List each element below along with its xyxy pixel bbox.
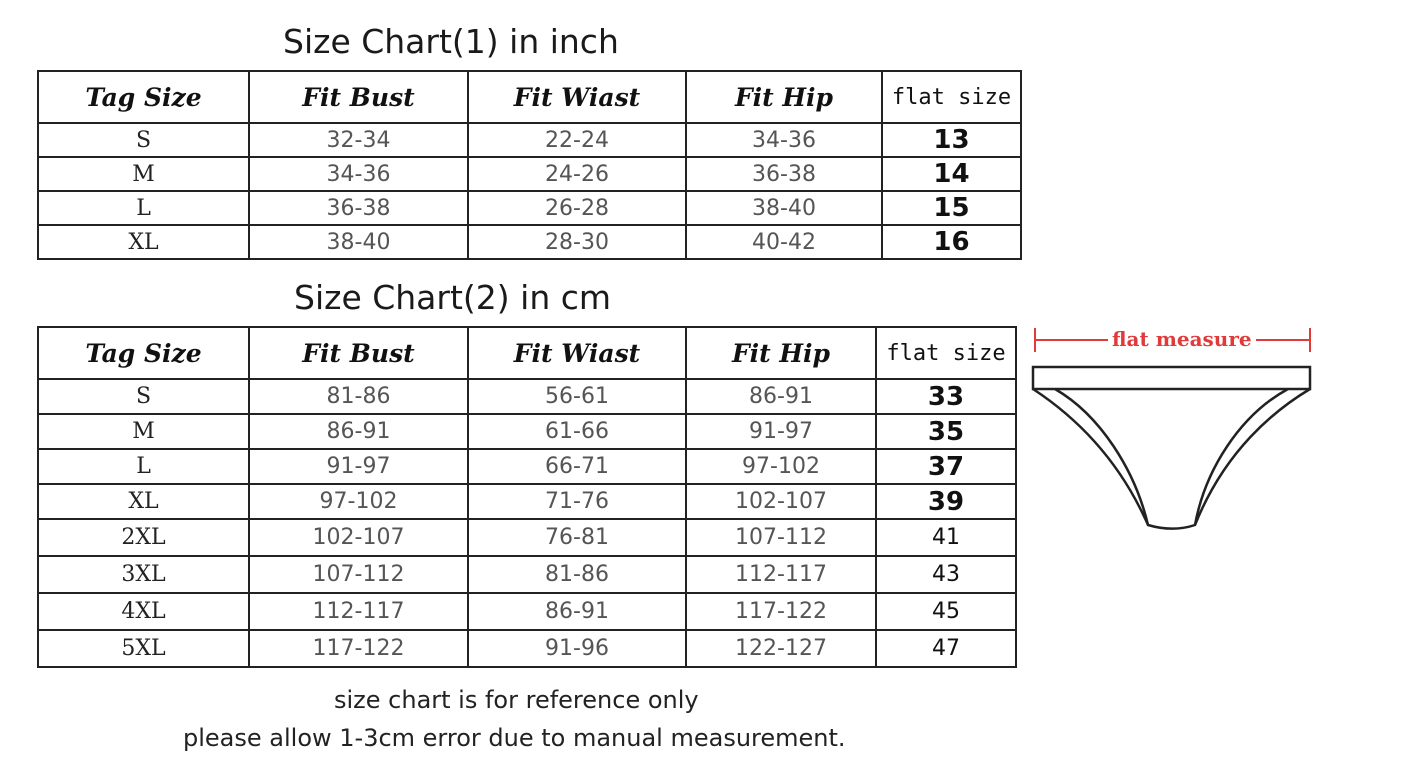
bust-cell: 36-38 bbox=[249, 191, 468, 225]
flat-size-cell: 43 bbox=[876, 556, 1016, 593]
table-row bbox=[38, 123, 1021, 157]
bust-cell: 112-117 bbox=[249, 593, 468, 630]
hip-cell: 117-122 bbox=[686, 593, 876, 630]
table-row bbox=[38, 593, 1016, 630]
flat-size-cell: 37 bbox=[876, 449, 1016, 484]
bust-cell: 86-91 bbox=[249, 414, 468, 449]
waist-cell: 91-96 bbox=[468, 630, 686, 667]
waist-cell: 56-61 bbox=[468, 379, 686, 414]
header-flat-size: flat size bbox=[876, 327, 1016, 379]
waist-cell: 71-76 bbox=[468, 484, 686, 519]
hip-cell: 86-91 bbox=[686, 379, 876, 414]
table-row bbox=[38, 379, 1016, 414]
hip-cell: 122-127 bbox=[686, 630, 876, 667]
tag-size-cell: 2XL bbox=[38, 519, 249, 556]
table-row bbox=[38, 484, 1016, 519]
flat-size-cell: 47 bbox=[876, 630, 1016, 667]
waist-cell: 22-24 bbox=[468, 123, 686, 157]
table-row bbox=[38, 630, 1016, 667]
waist-cell: 66-71 bbox=[468, 449, 686, 484]
tag-size-cell: M bbox=[38, 157, 249, 191]
waist-cell: 76-81 bbox=[468, 519, 686, 556]
tag-size-cell: S bbox=[38, 123, 249, 157]
table-row bbox=[38, 556, 1016, 593]
hip-cell: 97-102 bbox=[686, 449, 876, 484]
tag-size-cell: 3XL bbox=[38, 556, 249, 593]
table-row bbox=[38, 519, 1016, 556]
tag-size-cell: 4XL bbox=[38, 593, 249, 630]
hip-cell: 34-36 bbox=[686, 123, 882, 157]
header-fit-bust: Fit Bust bbox=[249, 327, 468, 379]
tag-size-cell: XL bbox=[38, 484, 249, 519]
hip-cell: 91-97 bbox=[686, 414, 876, 449]
table-row bbox=[38, 414, 1016, 449]
table-row bbox=[38, 225, 1021, 259]
waist-cell: 81-86 bbox=[468, 556, 686, 593]
table-row bbox=[38, 157, 1021, 191]
flat-size-cell: 14 bbox=[882, 157, 1021, 191]
waist-cell: 24-26 bbox=[468, 157, 686, 191]
table-header-row bbox=[38, 71, 1021, 123]
bust-cell: 117-122 bbox=[249, 630, 468, 667]
flat-size-cell: 35 bbox=[876, 414, 1016, 449]
hip-cell: 102-107 bbox=[686, 484, 876, 519]
reference-note: size chart is for reference only bbox=[334, 686, 699, 714]
hip-cell: 36-38 bbox=[686, 157, 882, 191]
hip-cell: 40-42 bbox=[686, 225, 882, 259]
tag-size-cell: M bbox=[38, 414, 249, 449]
header-fit-waist: Fit Wiast bbox=[468, 327, 686, 379]
hip-cell: 38-40 bbox=[686, 191, 882, 225]
tag-size-cell: L bbox=[38, 449, 249, 484]
flat-size-cell: 41 bbox=[876, 519, 1016, 556]
header-flat-size: flat size bbox=[882, 71, 1021, 123]
waist-cell: 28-30 bbox=[468, 225, 686, 259]
header-fit-hip: Fit Hip bbox=[686, 327, 876, 379]
bust-cell: 102-107 bbox=[249, 519, 468, 556]
tag-size-cell: S bbox=[38, 379, 249, 414]
hip-cell: 107-112 bbox=[686, 519, 876, 556]
header-tag-size: Tag Size bbox=[38, 327, 249, 379]
inch-size-table bbox=[37, 70, 1022, 260]
flat-size-cell: 13 bbox=[882, 123, 1021, 157]
bust-cell: 32-34 bbox=[249, 123, 468, 157]
hip-cell: 112-117 bbox=[686, 556, 876, 593]
bust-cell: 81-86 bbox=[249, 379, 468, 414]
waist-cell: 86-91 bbox=[468, 593, 686, 630]
waist-cell: 61-66 bbox=[468, 414, 686, 449]
briefs-outline-icon bbox=[1025, 320, 1325, 540]
error-note: please allow 1-3cm error due to manual measurement. bbox=[183, 724, 846, 752]
bust-cell: 38-40 bbox=[249, 225, 468, 259]
bust-cell: 34-36 bbox=[249, 157, 468, 191]
flat-size-cell: 16 bbox=[882, 225, 1021, 259]
cm-size-table bbox=[37, 326, 1017, 668]
table-row bbox=[38, 191, 1021, 225]
flat-size-cell: 45 bbox=[876, 593, 1016, 630]
bust-cell: 91-97 bbox=[249, 449, 468, 484]
table-header-row bbox=[38, 327, 1016, 379]
header-fit-hip: Fit Hip bbox=[686, 71, 882, 123]
flat-size-cell: 33 bbox=[876, 379, 1016, 414]
tag-size-cell: L bbox=[38, 191, 249, 225]
flat-measure-label: flat measure bbox=[1108, 327, 1256, 351]
header-fit-bust: Fit Bust bbox=[249, 71, 468, 123]
bust-cell: 97-102 bbox=[249, 484, 468, 519]
flat-size-cell: 15 bbox=[882, 191, 1021, 225]
tag-size-cell: 5XL bbox=[38, 630, 249, 667]
header-fit-waist: Fit Wiast bbox=[468, 71, 686, 123]
header-tag-size: Tag Size bbox=[38, 71, 249, 123]
waist-cell: 26-28 bbox=[468, 191, 686, 225]
flat-size-cell: 39 bbox=[876, 484, 1016, 519]
tag-size-cell: XL bbox=[38, 225, 249, 259]
chart2-title: Size Chart(2) in cm bbox=[294, 278, 612, 317]
bust-cell: 107-112 bbox=[249, 556, 468, 593]
chart1-title: Size Chart(1) in inch bbox=[283, 22, 619, 61]
table-row bbox=[38, 449, 1016, 484]
